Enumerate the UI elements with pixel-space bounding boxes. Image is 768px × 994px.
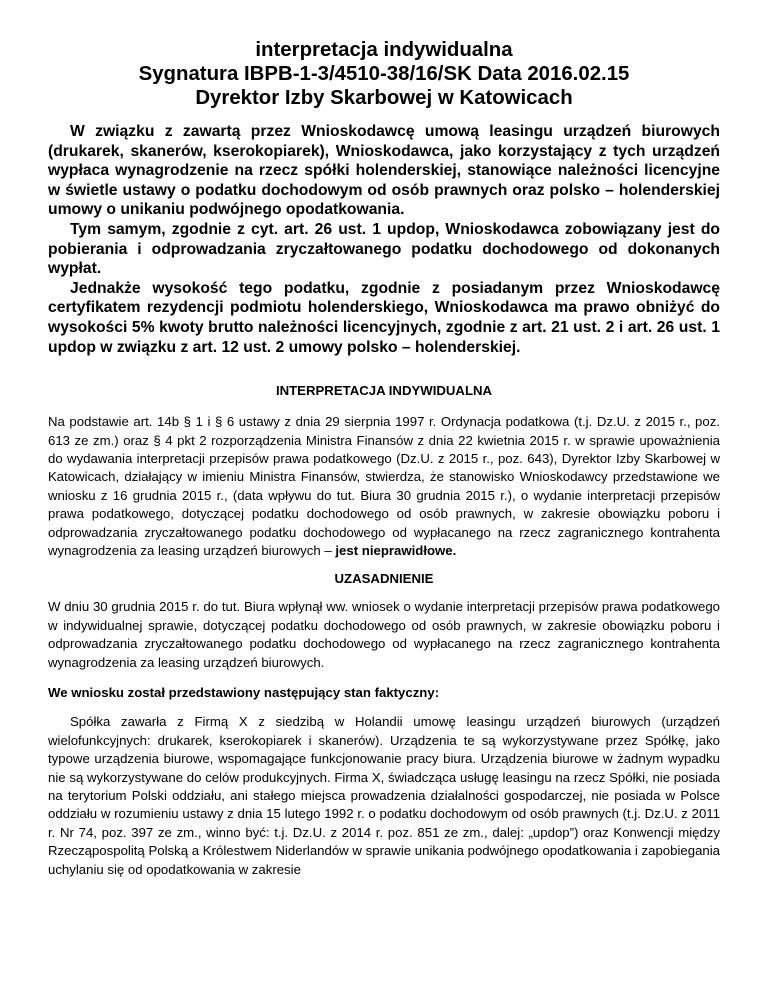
title-line-1: interpretacja indywidualna <box>255 39 513 61</box>
section-heading-interpretation: INTERPRETACJA INDYWIDUALNA <box>275 383 493 399</box>
section-heading-justification: UZASADNIENIE <box>334 571 434 587</box>
summary-paragraph: W związku z zawartą przez Wnioskodawcę umową leasingu urządzeń biurowych (drukarek, skanerów, kserokopiarek), Wnioskodawca, jako korzystający z tych urządzeń wypłaca wynagrodzenie na rzecz spółki holenderskiej, stanowiące należności licencyjne w świetle ustawy o podatku dochodowym od osób prawnych oraz polsko – holenderskiej umowy o unikaniu podwójnego opodatkowania. <box>48 123 720 219</box>
document-title <box>48 38 720 110</box>
title-signature-line: Sygnatura IBPB-1-3/4510-38/16/SK Data 2016.02.15 <box>138 63 630 85</box>
summary-block <box>48 122 720 357</box>
justification-paragraph: W dniu 30 grudnia 2015 r. do tut. Biura wpłynął ww. wniosek o wydanie interpretacji przepisów prawa podatkowego w indywidualnej sprawie, dotyczącej podatku dochodowego od osób prawnych, w zakresie obowiązku poboru i odprowadzania zryczałtowanego podatku dochodowego od wypłacanego na rzecz zagranicznego kontrahenta wynagrodzenia za leasing urządzeń biurowych. <box>48 599 720 670</box>
verdict-text: jest nieprawidłowe. <box>335 542 457 558</box>
summary-paragraph: Jednakże wysokość tego podatku, zgodnie z posiadanym przez Wnioskodawcę certyfikatem rezydencji podmiotu holenderskiego, Wnioskodawca ma prawo obniżyć do wysokości 5% kwoty brutto należności licencyjnych, zgodnie z art. 21 ust. 2 i art. 26 ust. 1 updop w związku z art. 12 ust. 2 umowy polsko – holenderskiej. <box>48 279 720 356</box>
interpretation-paragraph <box>48 413 720 560</box>
facts-heading: We wniosku został przedstawiony następujący stan faktyczny: <box>48 685 440 700</box>
facts-paragraph: Spółka zawarła z Firmą X z siedzibą w Holandii umowę leasingu urządzeń biurowych (urządzeń wielofunkcyjnych: drukarek, kserokopiarek i skanerów). Urządzenia te są wykorzystywane przez Spółkę, jako typowe urządzenia biurowe, wspomagające funkcjonowanie pracy biura. Urządzenia biurowe w żadnym wypadku nie są wykorzystywane do celów produkcyjnych. Firma X, świadcząca usługę leasingu na rzecz Spółki, nie posiada na terytorium Polski oddziału, ani stałego miejsca prowadzenia działalności gospodarczej, nie posiada w Polsce oddziału w rozumieniu ustawy z dnia 15 lutego 1992 r. o podatku dochodowym od osób prawnych (t.j. Dz.U. z 2011 r. Nr 74, poz. 397 ze zm., winno być: t.j. Dz.U. z 2014 r. poz. 851 ze zm., dalej: „updop”) oraz Konwencji między Rzecząpospolitą Polską a Królestwem Niderlandów w sprawie unikania podwójnego opodatkowania i zapobiegania uchylaniu się od opodatkowania w zakresie <box>48 714 720 877</box>
interpretation-text: Na podstawie art. 14b § 1 i § 6 ustawy z dnia 29 sierpnia 1997 r. Ordynacja podatkowa (t.j. Dz.U. z 2015 r., poz. 613 ze zm.) oraz § 4 pkt 2 rozporządzenia Ministra Finansów z dnia 22 kwietnia 2015 r. w sprawie upoważnienia do wydawania interpretacji przepisów prawa podatkowego (Dz.U. z 2015 r., poz. 643), Dyrektor Izby Skarbowej w Katowicach, działający w imieniu Ministra Finansów, stwierdza, że stanowisko Wnioskodawcy przedstawione we wniosku z 16 grudnia 2015 r., (data wpływu do tut. Biura 30 grudnia 2015 r.), o wydanie interpretacji przepisów prawa podatkowego, dotyczącej podatku dochodowego od osób prawnych, w zakresie obowiązku poboru i odprowadzania zryczałtowanego podatku dochodowego od wypłacanego na rzecz zagranicznego kontrahenta wynagrodzenia za leasing urządzeń biurowych – <box>48 414 720 558</box>
title-authority-line: Dyrektor Izby Skarbowej w Katowicach <box>195 87 573 109</box>
summary-paragraph: Tym samym, zgodnie z cyt. art. 26 ust. 1 updop, Wnioskodawca zobowiązany jest do pobierania i odprowadzania zryczałtowanego podatku dochodowego od dokonanych wypłat. <box>48 220 720 278</box>
